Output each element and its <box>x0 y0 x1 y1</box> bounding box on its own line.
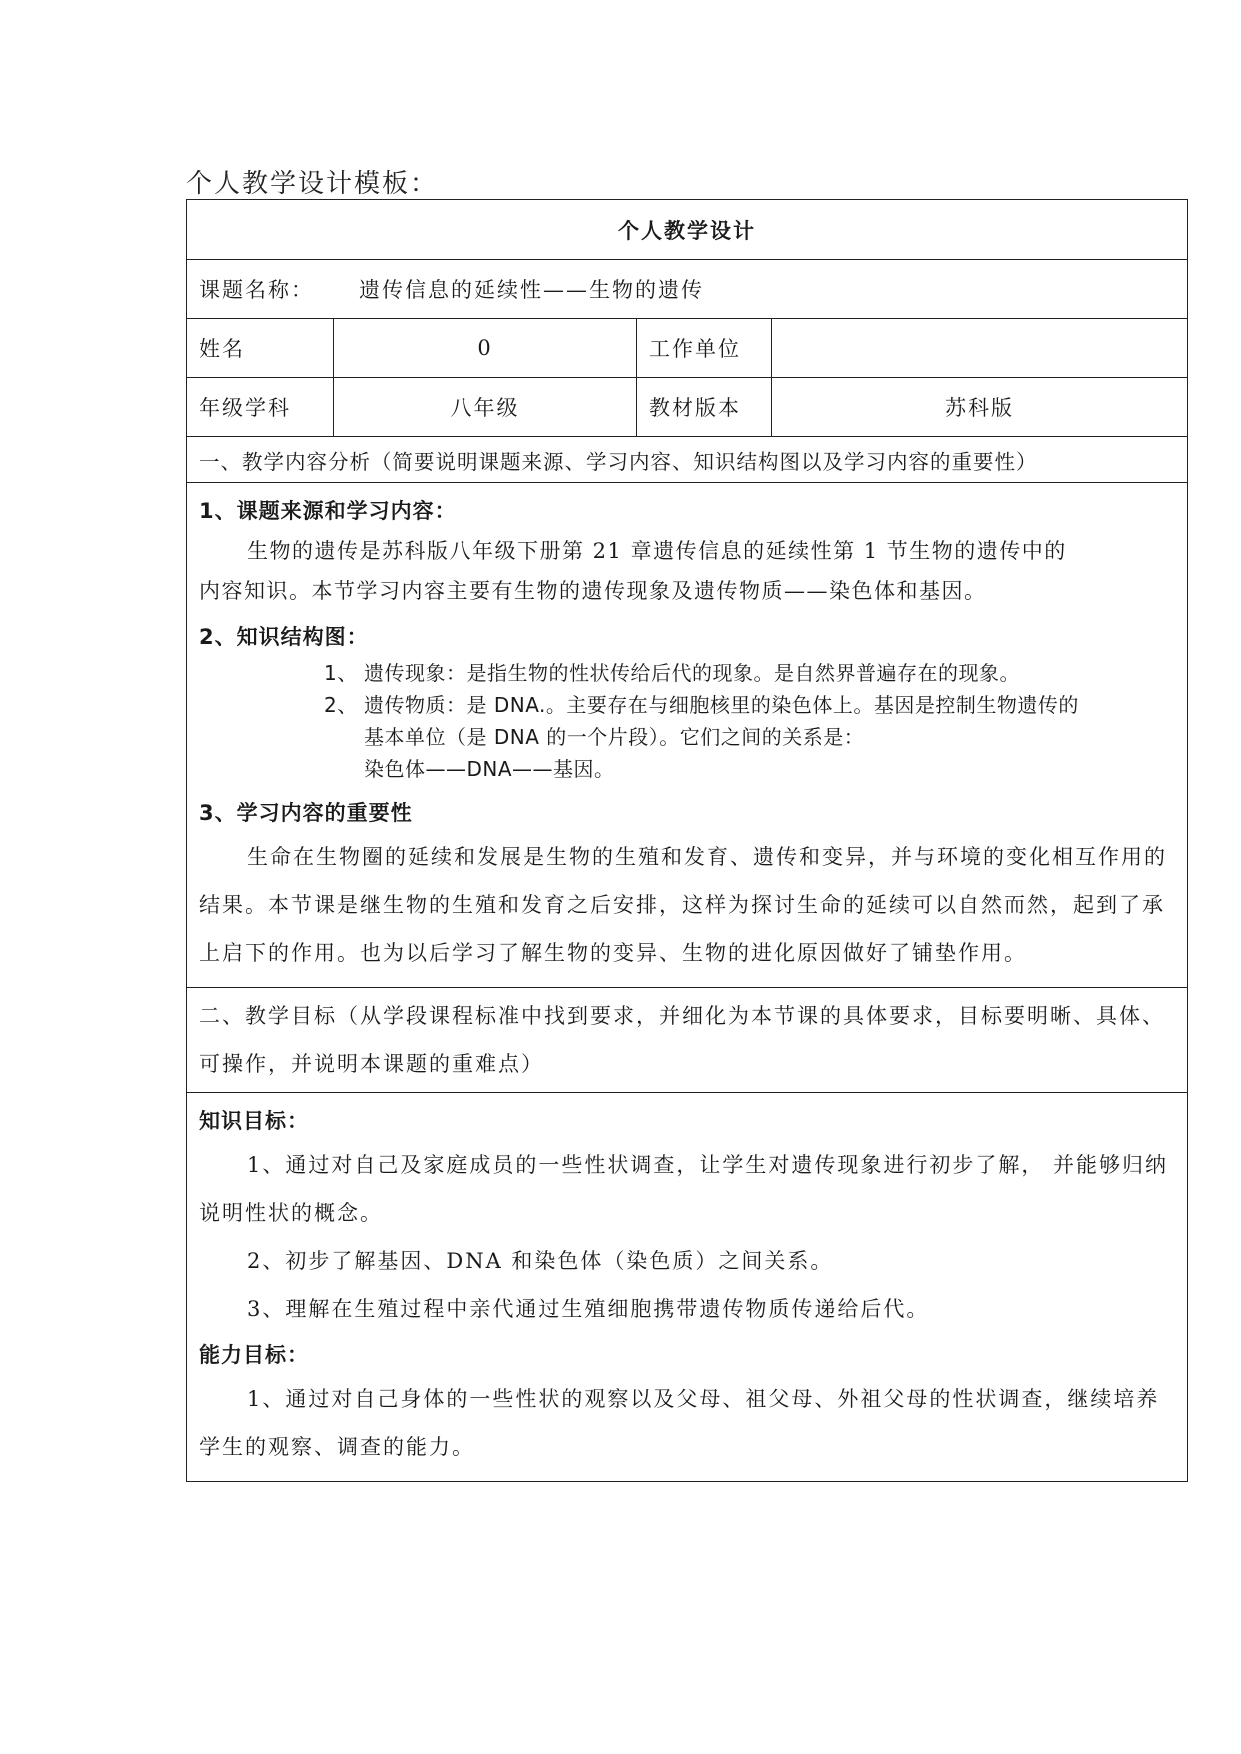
topic-label: 课题名称： <box>199 278 314 302</box>
importance-text: 生命在生物圈的延续和发展是生物的生殖和发育、遗传和变异，并与环境的变化相互作用的结果。本节课是继生物的生殖和发育之后安排，这样为探讨生命的延续可以自然而然，起到了承上启下的作用。也为以后学习了解生物的变异、生物的进化原因做好了铺垫作用。 <box>199 845 1167 965</box>
topic-value: 遗传信息的延续性——生物的遗传 <box>359 278 704 302</box>
grade-value: 八年级 <box>334 378 637 437</box>
ability-goal-item: 1、通过对自己身体的一些性状的观察以及父母、祖父母、外祖父母的性状调查，继续培养学生的观察、调查的能力。 <box>199 1387 1160 1459</box>
structure-item-line: 遗传现象：是指生物的性状传给后代的现象。是自然界普遍存在的现象。 <box>364 661 1020 685</box>
source-line-1: 生物的遗传是苏科版八年级下册第 21 章遗传信息的延续性第 1 节生物的遗传中的 <box>247 539 1067 563</box>
structure-heading: 2、知识结构图： <box>199 625 369 649</box>
unit-label: 工作单位 <box>637 319 772 378</box>
name-value: 0 <box>334 319 637 378</box>
structure-item-num: 2、 <box>324 693 358 717</box>
topic-row <box>187 260 1188 319</box>
knowledge-goal-item: 1、通过对自己及家庭成员的一些性状调查，让学生对遗传现象进行初步了解， 并能够归纳说明性状的概念。 <box>199 1153 1169 1225</box>
knowledge-goal-item: 2、初步了解基因、DNA 和染色体（染色质）之间关系。 <box>247 1249 834 1273</box>
grade-label: 年级学科 <box>187 378 334 437</box>
section2-heading-text: 二、教学目标（从学段课程标准中找到要求，并细化为本节课的具体要求，目标要明晰、具体、可操作，并说明本课题的重难点） <box>199 1004 1165 1076</box>
document-label: 个人教学设计模板： <box>186 169 439 199</box>
table-title: 个人教学设计 <box>187 200 1188 260</box>
name-label: 姓名 <box>187 319 334 378</box>
section1-content <box>187 483 1188 988</box>
structure-item-num: 1、 <box>324 661 358 685</box>
source-line-2: 内容知识。本节学习内容主要有生物的遗传现象及遗传物质——染色体和基因。 <box>199 579 987 603</box>
section1-heading: 一、教学内容分析（简要说明课题来源、学习内容、知识结构图以及学习内容的重要性） <box>187 437 1188 483</box>
structure-item-line: 染色体——DNA——基因。 <box>364 757 615 781</box>
unit-value <box>772 319 1188 378</box>
edition-value: 苏科版 <box>772 378 1188 437</box>
structure-item-line: 遗传物质：是 DNA.。主要存在与细胞核里的染色体上。基因是控制生物遗传的 <box>364 693 1079 717</box>
section2-heading <box>187 988 1188 1093</box>
structure-item <box>324 689 1175 785</box>
structure-list <box>199 657 1175 785</box>
importance-heading: 3、学习内容的重要性 <box>199 801 413 825</box>
structure-item-line: 基本单位（是 DNA 的一个片段）。它们之间的关系是： <box>364 725 865 749</box>
section2-content <box>187 1093 1188 1482</box>
source-heading: 1、课题来源和学习内容： <box>199 499 457 523</box>
knowledge-goals-heading: 知识目标： <box>199 1109 309 1133</box>
knowledge-goal-item: 3、理解在生殖过程中亲代通过生殖细胞携带遗传物质传递给后代。 <box>247 1297 930 1321</box>
ability-goals-heading: 能力目标： <box>199 1343 309 1367</box>
structure-item <box>324 657 1175 689</box>
edition-label: 教材版本 <box>637 378 772 437</box>
teaching-design-table <box>186 199 1188 1482</box>
